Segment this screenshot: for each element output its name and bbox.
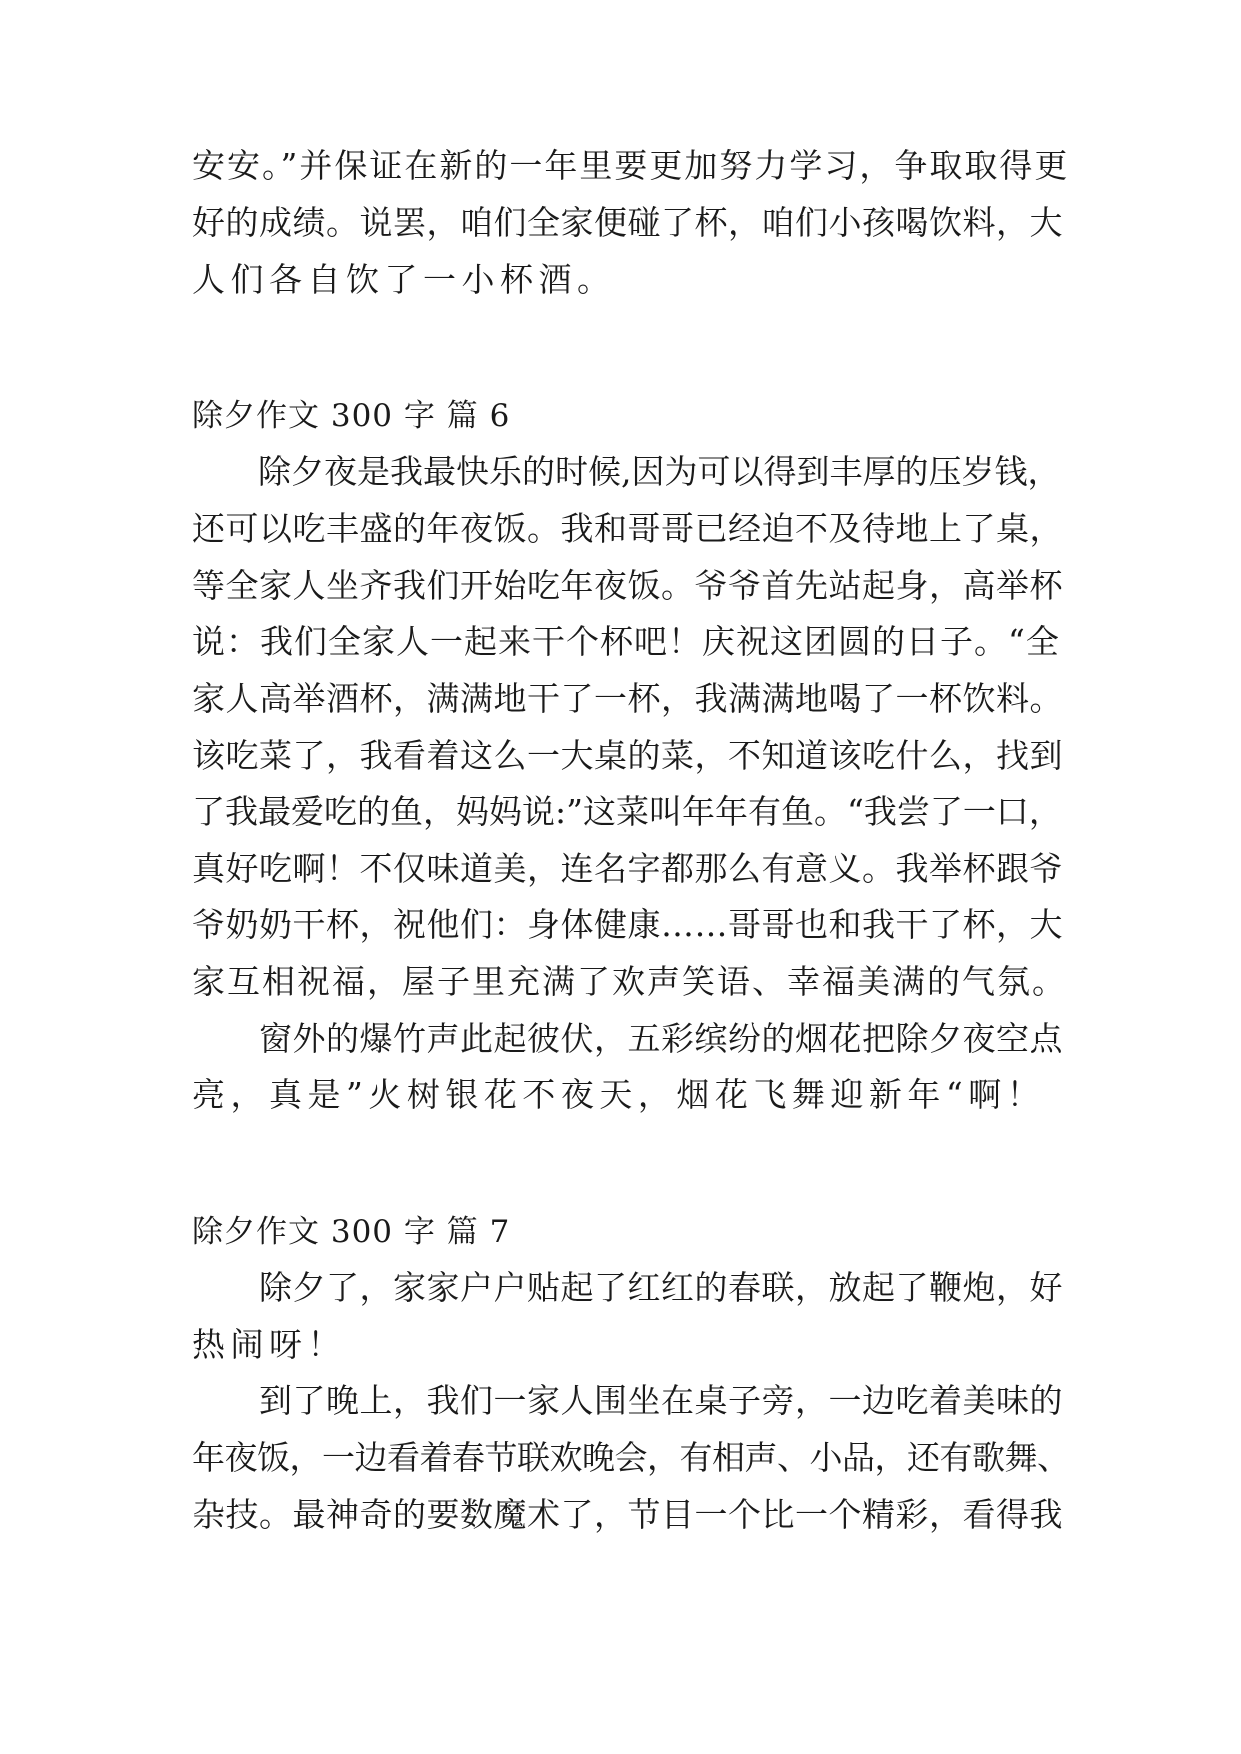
section-7-line-3: 到了晚上，我们一家人围坐在桌子旁，一边吃着美味的 <box>192 1381 1063 1420</box>
section-6-line-12: 亮，真是”火树银花不夜天，烟花飞舞迎新年“啊！ <box>192 1075 1046 1114</box>
section-6-line-1: 除夕夜是我最快乐的时候,因为可以得到丰厚的压岁钱， <box>192 452 1061 491</box>
section-6-heading: 除夕作文 300 字 篇 6 <box>192 398 511 434</box>
section-6-line-7: 了我最爱吃的鱼，妈妈说:”这菜叫年年有鱼。“我尝了一口， <box>192 792 1062 831</box>
section-6-line-10: 家互相祝福，屋子里充满了欢声笑语、幸福美满的气氛。 <box>192 962 1067 1001</box>
section-6-line-8: 真好吃啊！不仅味道美，连名字都那么有意义。我举杯跟爷 <box>192 849 1063 888</box>
section-6-line-5: 家人高举酒杯，满满地干了一杯，我满满地喝了一杯饮料。 <box>192 679 1063 718</box>
section-7-heading: 除夕作文 300 字 篇 7 <box>192 1214 511 1250</box>
section-6-line-9: 爷奶奶干杯，祝他们：身体健康……哥哥也和我干了杯，大 <box>192 905 1063 944</box>
intro-line-2: 好的成绩。说罢，咱们全家便碰了杯，咱们小孩喝饮料，大 <box>192 203 1063 242</box>
section-7-line-2: 热闹呀！ <box>192 1325 346 1364</box>
section-6-line-4: 说：我们全家人一起来干个杯吧！庆祝这团圆的日子。“全 <box>192 622 1060 661</box>
section-7-line-4: 年夜饭，一边看着春节联欢晚会，有相声、小品，还有歌舞、 <box>192 1438 1070 1477</box>
section-6-line-6: 该吃菜了，我看着这么一大桌的菜，不知道该吃什么，找到 <box>192 736 1063 775</box>
intro-line-1: 安安。”并保证在新的一年里要更加努力学习，争取取得更 <box>192 146 1070 185</box>
section-7-line-1: 除夕了，家家户户贴起了红红的春联，放起了鞭炮，好 <box>192 1268 1063 1307</box>
section-6-line-11: 窗外的爆竹声此起彼伏，五彩缤纷的烟花把除夕夜空点 <box>192 1019 1063 1058</box>
section-7-line-5: 杂技。最神奇的要数魔术了，节目一个比一个精彩，看得我 <box>192 1495 1063 1534</box>
section-6-line-3: 等全家人坐齐我们开始吃年夜饭。爷爷首先站起身，高举杯 <box>192 566 1063 605</box>
intro-line-3: 人们各自饮了一小杯酒。 <box>192 260 616 299</box>
section-6-line-2: 还可以吃丰盛的年夜饭。我和哥哥已经迫不及待地上了桌， <box>192 509 1063 548</box>
